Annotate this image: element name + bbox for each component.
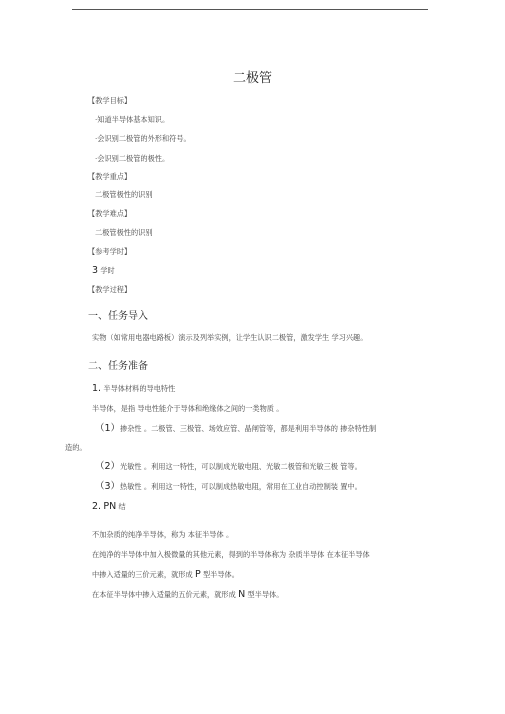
paragraph-text: 型半导体。 xyxy=(247,590,284,599)
subsection-title-latin: PN xyxy=(103,501,117,512)
subsection-title xyxy=(92,384,175,394)
paragraph: 在纯净的半导体中加入极微量的其他元素，得到的半导体称为 杂质半导体 在本征半导体 xyxy=(92,550,370,559)
hours-value xyxy=(92,266,115,276)
paragraph xyxy=(92,590,283,600)
paragraph-text: 在本征半导体中掺入适量的五价元素，就形成 xyxy=(92,590,236,599)
type-letter: P xyxy=(194,569,201,580)
key-points-label: 【教学重点】 xyxy=(88,172,132,181)
property-number: （3） xyxy=(95,481,121,492)
objective-item: ·会识别二极管的极性。 xyxy=(95,154,170,163)
paragraph: 不加杂质的纯净半导体，称为 本征半导体 。 xyxy=(92,530,234,539)
section1-text: 实物（如常用电器电路板）演示及列举实例，让学生认识二极管，激发学生 学习兴趣。 xyxy=(92,333,368,342)
property-thermosensitive xyxy=(95,482,362,492)
subsection-title-text: 半导体材料的导电特性 xyxy=(103,384,176,393)
subsection-number: 1. xyxy=(92,383,102,394)
document-title: 二极管 xyxy=(232,71,272,86)
key-points-text: 二极管极性的识别 xyxy=(95,190,153,199)
property-doping xyxy=(95,424,376,434)
paragraph-text: 型半导体。 xyxy=(202,570,239,579)
semiconductor-definition: 半导体，是指 导电性能介于导体和绝缘体之间的一类物质 。 xyxy=(92,404,284,413)
section-heading: 二、任务准备 xyxy=(88,361,148,372)
hours-number: 3 xyxy=(92,265,99,276)
header-rule xyxy=(72,9,428,10)
process-label: 【教学过程】 xyxy=(88,285,132,294)
subsection-title xyxy=(92,502,126,512)
subsection-number: 2. xyxy=(92,501,102,512)
difficulties-text: 二极管极性的识别 xyxy=(95,228,153,237)
property-number: （2） xyxy=(95,461,121,472)
hours-unit: 学时 xyxy=(100,266,115,275)
paragraph-text: 中掺入适量的三价元素，就形成 xyxy=(92,570,193,579)
property-doping-continued: 造的。 xyxy=(65,443,87,452)
type-letter: N xyxy=(238,589,246,600)
property-text: 光敏性 。利用这一特性，可以制成光敏电阻、光敏二极管和光敏三极 管等。 xyxy=(120,462,362,471)
difficulties-label: 【教学难点】 xyxy=(88,209,132,218)
property-text: 掺杂性 。二极管、三极管、场效应管、晶闸管等，都是利用半导体的 掺杂特性制 xyxy=(120,424,377,433)
objective-item: ·知道半导体基本知识。 xyxy=(95,115,170,124)
hours-label: 【参考学时】 xyxy=(88,247,132,256)
section-heading: 一、任务导入 xyxy=(88,311,148,322)
paragraph xyxy=(92,570,239,580)
subsection-title-text: 结 xyxy=(118,502,126,511)
property-text: 热敏性 。利用这一特性，可以制成热敏电阻，常用在工业自动控制装 置中。 xyxy=(120,482,362,491)
property-photosensitive xyxy=(95,462,362,472)
objectives-label: 【教学目标】 xyxy=(88,96,132,105)
objective-item: ·会识别二极管的外形和符号。 xyxy=(95,134,191,143)
property-number: （1） xyxy=(95,423,121,434)
